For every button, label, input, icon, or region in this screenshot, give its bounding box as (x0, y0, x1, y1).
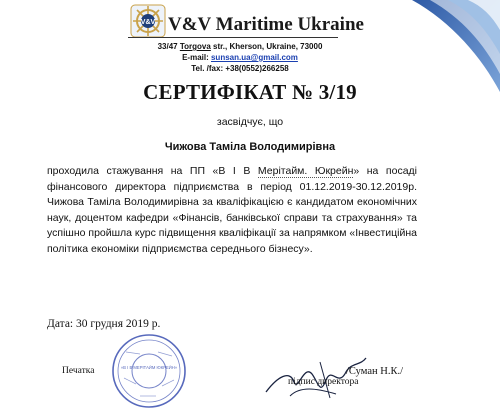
stamp-label: Печатка (62, 366, 95, 376)
header-divider (128, 37, 338, 38)
certificate-body (47, 164, 417, 258)
certificate-title: СЕРТИФІКАТ № 3/19 (143, 80, 357, 104)
company-contacts (140, 41, 340, 74)
company-address: 33/47 Torgova str., Kherson, Ukraine, 73000 (157, 42, 323, 51)
signer-label: підпис директора (288, 377, 359, 387)
company-phone: Tel. /fax: +38(0552)266258 (191, 64, 289, 73)
body-line-5: успішно пройшла курс підвищення кваліфікації за напрямком «Інвестиційна (47, 227, 417, 240)
logo-text: V&V (140, 19, 156, 26)
email-link[interactable]: sunsan.ua@gmail.com (210, 53, 298, 62)
company-stamp (110, 332, 188, 410)
body-line-6: політика економіки підприємства середнього бізнесу». (47, 242, 313, 255)
signer-name: /Суман Н.К./ (346, 366, 404, 377)
body-line-4: наук, доцентом кафедри «Фінансів, банківської справи та страхування» та (47, 211, 417, 224)
body-line-1: проходила стажування на ПП «В І В Мерітайм. Юкрейн» на посаді (47, 165, 417, 177)
company-logo-icon (130, 4, 166, 38)
body-line-3: Чижова Таміла Володимирівна за кваліфікацією є кандидатом економічних (47, 196, 417, 209)
body-line-2: фінансового директора підприємства в період 01.12.2019-30.12.2019р. (47, 180, 417, 193)
stamp-text: «В І В МЕРІТАЙМ ЮКРЕЙН» (120, 365, 178, 370)
company-email: E-mail: sunsan.ua@gmail.com (182, 53, 298, 62)
recipient-name: Чижова Таміла Володимирівна (164, 141, 336, 153)
certificate-date: Дата: 30 грудня 2019 р. (47, 318, 161, 330)
certificate-subtitle: засвідчує, що (216, 116, 284, 128)
company-name: V&V Maritime Ukraine (168, 14, 364, 35)
